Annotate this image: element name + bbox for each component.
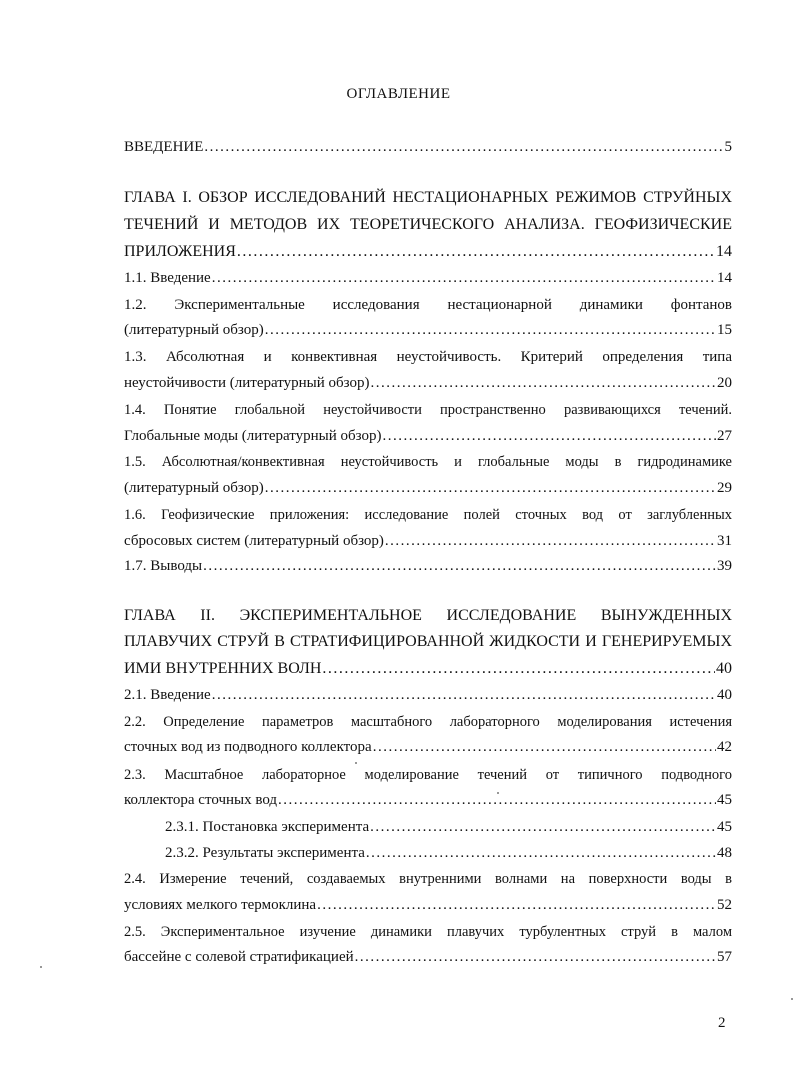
page-number: 2 xyxy=(718,1015,726,1031)
toc-entry-1-3[interactable]: неустойчивости (литературный обзор) ..... 20 xyxy=(124,373,732,393)
toc-entry-1-2[interactable]: (литературный обзор) ..... 15 xyxy=(124,320,732,340)
toc-entry-2-4[interactable]: условиях мелкого термоклина ..... 52 xyxy=(124,895,732,915)
toc-entry-2-3[interactable]: коллектора сточных вод ..... 45 xyxy=(124,790,732,810)
toc-entry-2-3-1[interactable]: 2.3.1. Постановка эксперимента ..... 45 xyxy=(165,817,732,837)
scan-speck xyxy=(40,966,42,968)
toc-entry-2-5-line-1[interactable]: 2.5. Экспериментальное изучение динамики плавучих турбулентных струй в малом xyxy=(124,924,732,940)
toc-entry-1-4-line-1[interactable]: 1.4. Понятие глобальной неустойчивости пространственно развивающихся течений. xyxy=(124,402,732,418)
toc-entry-1-6-line-1[interactable]: 1.6. Геофизические приложения: исследование полей сточных вод от заглубленных xyxy=(124,507,732,523)
toc-entry-intro[interactable] xyxy=(124,137,732,157)
chapter-1-title-line-2: ТЕЧЕНИЙ И МЕТОДОВ ИХ ТЕОРЕТИЧЕСКОГО АНАЛИЗА. ГЕОФИЗИЧЕСКИЕ xyxy=(124,216,732,233)
toc-entry-1-5[interactable]: (литературный обзор) ..... 29 xyxy=(124,478,732,498)
toc-entry-chapter-1[interactable]: ПРИЛОЖЕНИЯ ..... 14 xyxy=(124,242,732,262)
toc-entry-2-3-2[interactable]: 2.3.2. Результаты эксперимента ..... 48 xyxy=(165,843,732,863)
toc-entry-chapter-2[interactable]: ИМИ ВНУТРЕННИХ ВОЛН ..... 40 xyxy=(124,659,732,679)
toc-entry-1-4[interactable]: Глобальные моды (литературный обзор) ..... 27 xyxy=(124,426,732,446)
chapter-2-title-line-1: ГЛАВА II. ЭКСПЕРИМЕНТАЛЬНОЕ ИССЛЕДОВАНИЕ ВЫНУЖДЕННЫХ xyxy=(124,607,732,624)
toc-entry-2-1[interactable]: 2.1. Введение ..... 40 xyxy=(124,685,732,705)
toc-entry-1-6[interactable]: сбросовых систем (литературный обзор) ..... 31 xyxy=(124,531,732,551)
toc-title: ОГЛАВЛЕНИЕ xyxy=(346,86,451,102)
toc-entry-page: 5 xyxy=(724,139,732,155)
chapter-2-title-line-2: ПЛАВУЧИХ СТРУЙ В СТРАТИФИЦИРОВАННОЙ ЖИДКОСТИ И ГЕНЕРИРУЕМЫХ xyxy=(124,633,732,650)
scan-speck xyxy=(355,762,357,764)
scan-speck xyxy=(791,998,793,1000)
toc-entry-1-3-line-1[interactable]: 1.3. Абсолютная и конвективная неустойчивость. Критерий определения типа xyxy=(124,349,732,365)
toc-entry-1-7[interactable]: 1.7. Выводы ..... 39 xyxy=(124,556,732,576)
scan-speck xyxy=(497,792,499,794)
chapter-1-title-line-1: ГЛАВА I. ОБЗОР ИССЛЕДОВАНИЙ НЕСТАЦИОНАРНЫХ РЕЖИМОВ СТРУЙНЫХ xyxy=(124,189,732,206)
toc-entry-2-2-line-1[interactable]: 2.2. Определение параметров масштабного лабораторного моделирования истечения xyxy=(124,714,732,730)
toc-entry-1-5-line-1[interactable]: 1.5. Абсолютная/конвективная неустойчивость и глобальные моды в гидродинамике xyxy=(124,454,732,470)
toc-entry-1-2-line-1[interactable]: 1.2. Экспериментальные исследования нестационарной динамики фонтанов xyxy=(124,297,732,313)
toc-entry-2-3-line-1[interactable]: 2.3. Масштабное лабораторное моделирование течений от типичного подводного xyxy=(124,767,732,783)
toc-entry-2-2[interactable]: сточных вод из подводного коллектора ..... 42 xyxy=(124,737,732,757)
toc-entry-text: ВВЕДЕНИЕ xyxy=(124,139,204,155)
toc-entry-2-4-line-1[interactable]: 2.4. Измерение течений, создаваемых внутренними волнами на поверхности воды в xyxy=(124,871,732,887)
toc-entry-1-1[interactable]: 1.1. Введение ..... 14 xyxy=(124,268,732,288)
toc-entry-2-5[interactable]: бассейне с солевой стратификацией ..... 57 xyxy=(124,947,732,967)
